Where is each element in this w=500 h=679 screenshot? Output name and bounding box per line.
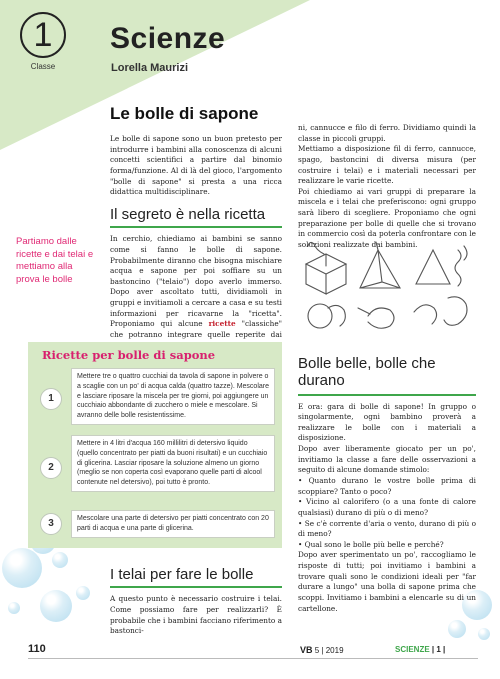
recipe-number: 1: [40, 388, 62, 410]
page-number: 110: [28, 643, 46, 655]
magazine-issue: [300, 645, 344, 655]
section-paragraph: Dopo aver sperimentato un po', raccogliamo le risposte di tutti; poi invitiamo i bambini a trovare quali sono le condizioni ideali per "far durare a lungo" una bolla di sapone prima che scoppi. Invitiamo i bambini a elencarle su di un cartellone.: [298, 550, 476, 613]
article-title: Le bolle di sapone: [110, 104, 259, 123]
section-rule: [110, 226, 282, 228]
issue-label: 5 | 2019: [314, 646, 344, 655]
question-item: • Se c'è corrente d'aria o vento, durano di più o di meno?: [298, 518, 476, 539]
soap-bubble: [448, 620, 466, 638]
section-durability: [298, 355, 476, 614]
footer-grade: | 1 |: [431, 645, 446, 654]
section-paragraph: A questo punto è necessario costruire i telai. Come possiamo fare per realizzarli? È probabile che i bambini facciano riferimento a bastonci-: [110, 594, 282, 636]
section-paragraph: Dopo aver liberamente giocato per un po', invitiamo la classe a fare delle osservazioni a seguito di alcune domande stimolo:: [298, 444, 476, 475]
section-rule: [298, 394, 476, 396]
author-name: Lorella Maurizi: [111, 62, 189, 74]
recipe-number: 3: [40, 513, 62, 535]
recipe-card: Mettere tre o quattro cucchiai da tavola di sapone in polvere o a scaglie con un po' di acqua calda (quattro tazze). Mescolare e lasciare riposare la miscela per tre giorni, poi aggiungere un cucchiaio abbondante di zucchero o miele e mescolare. Si avranno delle bolle resistentissime.: [71, 368, 275, 425]
continuation-paragraph: ni, cannucce e filo di ferro. Dividiamo quindi la classe in piccoli gruppi. Mettiamo a disposizione fil di ferro, cannucce, spago, bastoncini di diversa misura (per costruire i telai) e i materiali necessari per realizzare le varie ricette. Poi chiediamo ai vari gruppi di preparare la miscela e i telai che preferiscono: ogni gruppo sarà libero di scegliere. Proponiamo che ogni preparazione per bolle di quelle che si trovano in commercio così da poterla confrontare con le soluzioni realizzate dai bambini.: [298, 123, 476, 250]
footer-subject: SCIENZE | 1 |: [395, 645, 446, 654]
subject-title: Scienze: [110, 22, 226, 55]
recipe-card: Mescolare una parte di detersivo per piatti concentrato con 20 parti di acqua e una parte di glicerina.: [71, 510, 275, 538]
wire-frames-illustration: [298, 236, 478, 334]
recipe-number: 2: [40, 457, 62, 479]
footer-rule: [28, 658, 478, 659]
grade-label: Classe: [30, 62, 56, 71]
question-item: • Qual sono le bolle più belle e perché?: [298, 539, 444, 549]
section-recipe: [110, 206, 282, 351]
section-heading: I telai per fare le bolle: [110, 566, 254, 583]
recipes-highlight: ricette: [208, 319, 236, 329]
section-heading: Bolle belle, bolle che durano: [298, 355, 436, 390]
intro-paragraph: Le bolle di sapone sono un buon pretesto per introdurre i bambini alla conoscenza di alcuni concetti scientifici a partire dal binomio forma/funzione. Al di là del gioco, l'argomento "bolle di sapone" si presta a una ricca didattica multidisciplinare.: [110, 134, 282, 197]
question-item: • Quanto durano le vostre bolle prima di scoppiare? Tanto o poco?: [298, 475, 476, 496]
soap-bubble: [2, 548, 42, 588]
grade-number: 1: [20, 12, 66, 58]
soap-bubble: [76, 586, 90, 600]
recipes-title: Ricette per bolle di sapone: [42, 348, 216, 362]
soap-bubble: [40, 590, 72, 622]
question-item: • Vicino al calorifero (o a una fonte di calore qualsiasi) durano di più o di meno?: [298, 497, 476, 517]
soap-bubble: [8, 602, 20, 614]
grade-badge: [14, 12, 72, 71]
section-paragraph: E ora: gara di bolle di sapone! In gruppo o singolarmente, ogni bambino proverà a realizzare le bolle con i materiali a disposizione.: [298, 401, 476, 443]
recipes-box: [28, 342, 282, 548]
section-rule: [110, 586, 282, 588]
pull-quote: Partiamo dalle ricette e dai telai e mettiamo alla prova le bolle: [16, 236, 94, 285]
intro-block: [110, 104, 282, 198]
recipe-card: Mettere in 4 litri d'acqua 160 millilitri di detersivo liquido (quello concentrato per piatti da buoni risultati) e un cucchiaio di glicerina. Lasciar riposare la soluzione almeno un giorno (meglio se non coperta così evaporano quelle parti di alcool contenute nel detersivo), poi tutto è pronto.: [71, 435, 275, 492]
magazine-logo: VB: [300, 645, 313, 655]
section-heading: Il segreto è nella ricetta: [110, 206, 266, 223]
section-paragraph: In cerchio, chiediamo ai bambini se sanno come si fanno le bolle di sapone. Probabilmente diranno che bisogna mischiare acqua e sapone per poi soffiare su un bastoncino ("telaio") dopo averlo immerso. Dopo aver ascoltato tutti, dividiamoli in gruppi e invitiamoli a cercare a casa e su testi informazioni per ricavarne la "ricetta". Proponiamo qui alcune ricette "classiche" che potranno integrare quelle reperite dai: [110, 234, 283, 340]
soap-bubble: [478, 628, 490, 640]
section-frames: [110, 566, 282, 637]
soap-bubble: [52, 552, 68, 568]
